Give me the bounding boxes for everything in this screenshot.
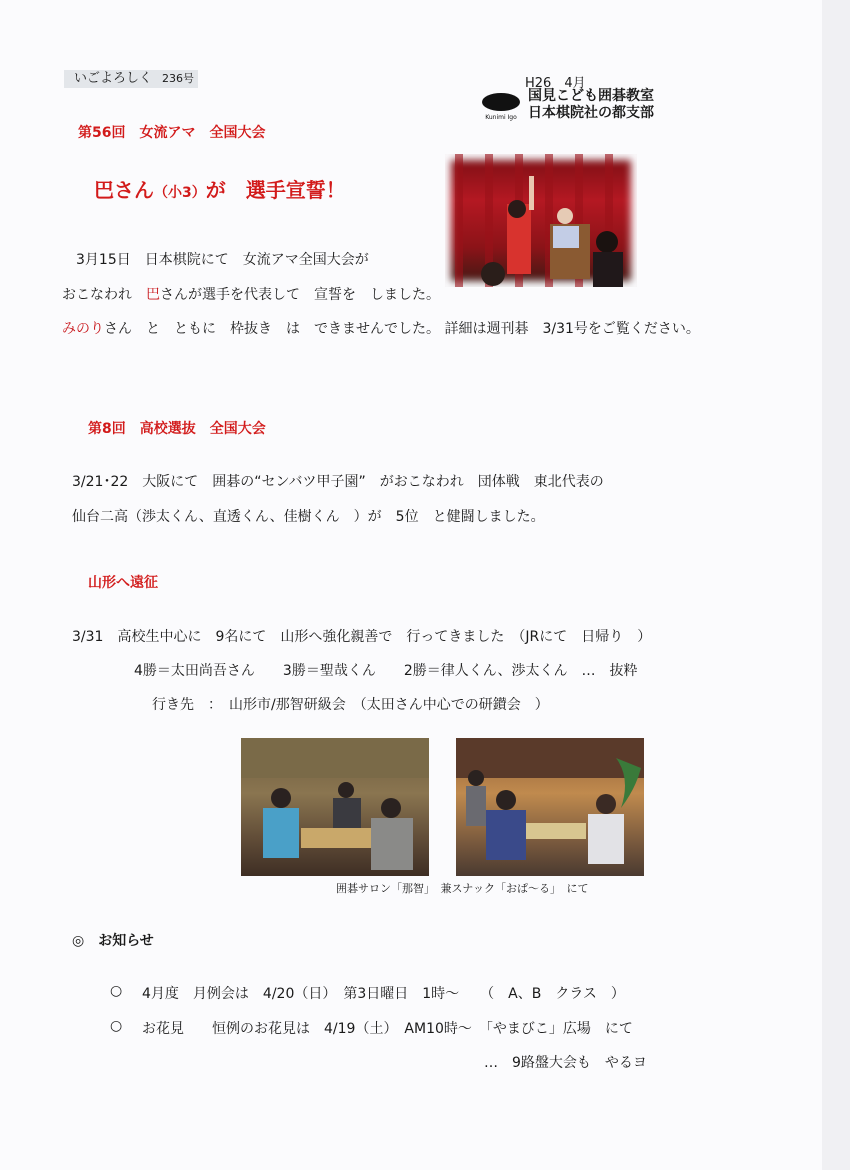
issue-label xyxy=(64,70,198,88)
school-line-2: 日本棋院社の都支部 xyxy=(528,105,654,121)
name-minori: みのり xyxy=(62,321,104,337)
school-line-1: 国見こども囲碁教室 xyxy=(528,88,654,104)
text-sec2-line1: 3/21･22 大阪にて 囲碁の“センバツ甲子園” がおこなわれ 団体戦 東北代表の xyxy=(72,474,604,490)
text-sec1-line3-b: さん と ともに 枠抜き は できませんでした。 詳細は週刊碁 3/31号をご覧ください。 xyxy=(104,321,700,337)
name-tomoe: 巴 xyxy=(146,287,160,303)
headline-name: 巴さん xyxy=(94,178,154,202)
text-sec3-line1: 3/31 高校生中心に 9名にて 山形へ強化親善で 行ってきました （JRにて 日帰り ） xyxy=(72,629,652,645)
text-sec1-line2-a: おこなわれ xyxy=(62,287,146,303)
go-stone-logo xyxy=(480,91,522,121)
issue-date: H26 4月 xyxy=(525,76,586,91)
headline-rest: が 選手宣誓！ xyxy=(205,178,346,202)
headline-grade: （小3） xyxy=(154,185,206,201)
text-sec2-line2: 仙台二高（渉太くん、直透くん、佳樹くん ）が 5位 と健闘しました。 xyxy=(72,509,545,525)
text-sec1-line3 xyxy=(62,318,700,338)
notice-hanami-cont: … 9路盤大会も やるヨ xyxy=(484,1055,647,1071)
text-sec1-line2-b: さんが選手を代表して 宣誓を しました。 xyxy=(160,287,440,303)
text-sec1-line2 xyxy=(62,284,440,304)
headline xyxy=(94,174,346,203)
newsletter-name: いごよろしく xyxy=(74,71,153,86)
notices-title: ◎ お知らせ xyxy=(72,933,154,949)
photo-go-salon-2 xyxy=(456,738,644,876)
section-title-women-amateur: 第56回 女流アマ 全国大会 xyxy=(78,125,266,141)
notice-monthly-meeting: 4月度 月例会は 4/20（日） 第3日曜日 1時～ （ A、B クラス ） xyxy=(142,986,625,1002)
text-sec3-destination: 行き先 ： 山形市/那智研級会 （太田さん中心での研鑚会 ） xyxy=(152,697,549,713)
logo-text: Kunimi Igo xyxy=(485,114,517,121)
page-edge xyxy=(822,0,850,1170)
photo-caption: 囲碁サロン「那智」 兼スナック「おぱ～る」 にて xyxy=(336,882,589,895)
school-name xyxy=(528,88,654,122)
issue-number: 236号 xyxy=(162,72,195,85)
photo-go-salon-1 xyxy=(241,738,429,876)
bullet-2: ○ xyxy=(110,1018,123,1034)
section-title-yamagata: 山形へ遠征 xyxy=(88,575,158,591)
bullet-1: ○ xyxy=(110,983,123,999)
photo-oath-ceremony xyxy=(445,154,637,287)
text-sec1-line1: 3月15日 日本棋院にて 女流アマ全国大会が xyxy=(76,252,369,268)
notice-hanami: お花見 恒例のお花見は 4/19（土） AM10時～ 「やまびこ」広場 にて xyxy=(142,1021,633,1037)
section-title-high-school: 第8回 高校選抜 全国大会 xyxy=(88,421,266,437)
text-sec3-results: 4勝＝太田尚吾さん 3勝＝聖哉くん 2勝＝律人くん、渉太くん … 抜粋 xyxy=(134,663,638,679)
